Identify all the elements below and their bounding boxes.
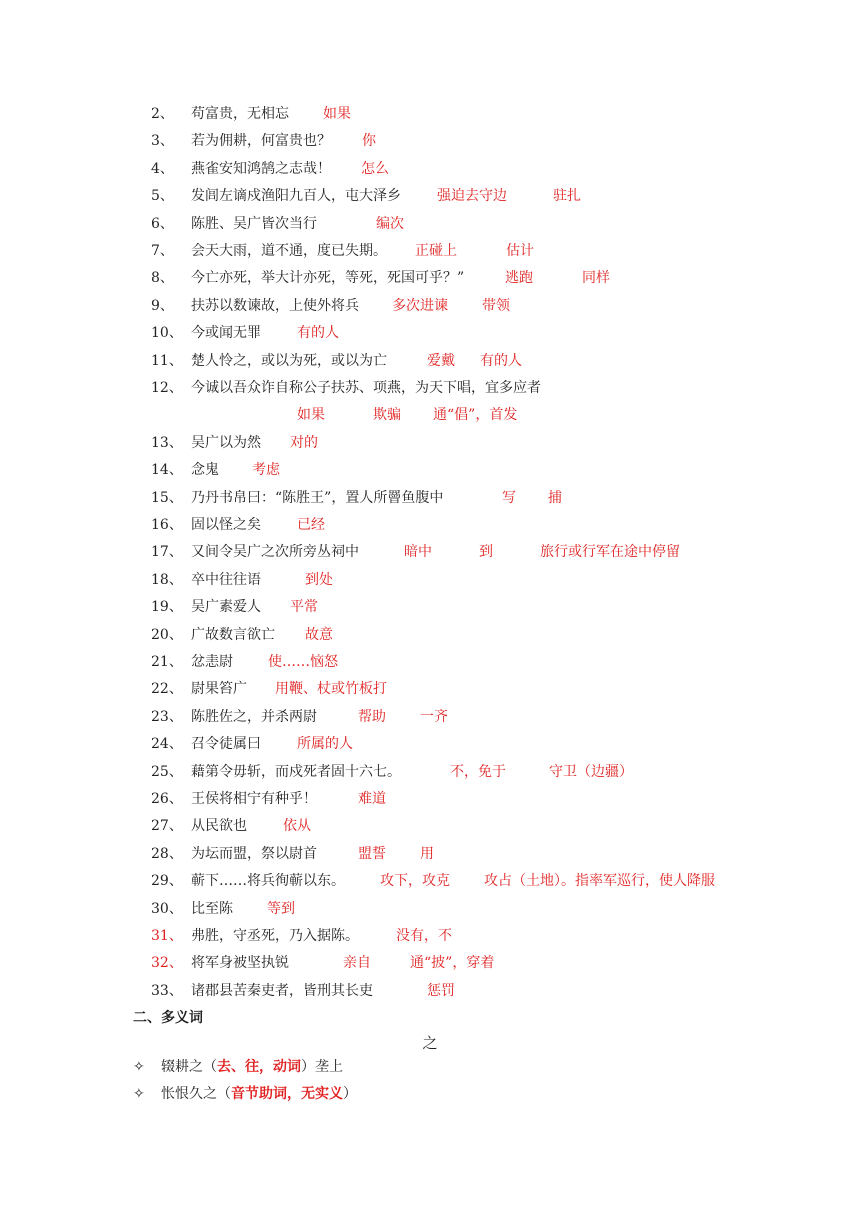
item-text: 吴广素爱人 [191,599,261,616]
item-text: 陈胜佐之，并杀两尉 [191,708,317,725]
list-item [0,101,860,128]
item-gloss: 不，免于 [450,763,506,780]
item-gloss: 同样 [582,270,610,287]
list-item [0,594,860,621]
item-text: 今诚以吾众诈自称公子扶苏、项燕，为天下唱，宜多应者 [191,380,541,396]
item-gloss: 故意 [305,626,333,643]
item-number: 5、 [151,188,174,205]
list-item [0,704,860,731]
item-gloss: 亲自 [343,955,371,972]
item-text: 又间令吴广之次所旁丛祠中 [191,544,359,561]
list-item [0,786,860,813]
list-item [0,512,860,539]
item-gloss: 强迫去守边 [437,188,507,205]
item-text: 扶苏以数谏故，上使外将兵 [191,297,359,314]
item-gloss: 你 [362,133,376,150]
item-text: 忿恚尉 [191,654,233,670]
item-gloss: 怎么 [361,160,389,177]
item-gloss: 如果 [323,106,351,122]
item-gloss: 攻占（土地）。指率军巡行，使人降服 [484,873,715,890]
item-gloss: 没有，不 [396,928,452,944]
item-number: 4、 [151,160,174,177]
list-item [0,128,860,155]
list-item [0,265,860,292]
item-gloss: 等到 [267,900,295,917]
item-gloss: 有的人 [297,325,339,342]
item-gloss: 写 [502,489,516,506]
item-gloss: 盟誓 [358,845,386,862]
item-text: 楚人怜之，或以为死，或以为亡 [191,352,387,369]
polysemy-entry [133,1054,343,1081]
list-item [0,978,860,1005]
item-text: 卒中往往语 [191,571,261,588]
item-text: 发闾左谪戍渔阳九百人，屯大泽乡 [191,188,401,205]
item-number: 15、 [151,489,183,506]
item-text: 为坛而盟，祭以尉首 [191,845,317,862]
section-heading: 二、多义词 [133,1010,203,1026]
item-number: 11、 [151,352,183,369]
list-item [0,238,860,265]
item-gloss: 用鞭、杖或竹板打 [275,681,387,698]
list-item [0,950,860,977]
item-text: 蕲下……将兵徇蕲以东。 [191,873,345,890]
item-number: 2、 [151,106,174,122]
item-gloss: 编次 [376,215,404,232]
list-item [0,731,860,758]
item-gloss: 惩罚 [427,982,455,999]
item-number: 27、 [151,818,183,835]
item-number: 16、 [151,517,183,533]
item-gloss: 驻扎 [553,188,581,205]
item-gloss: 依从 [283,818,311,835]
item-text: 将军身被坚执锐 [191,955,289,972]
item-number: 19、 [151,599,183,616]
item-number: 18、 [151,571,183,588]
item-number: 12、 [151,380,183,396]
diamond-icon: ✧ [133,1086,145,1102]
item-gloss: 有的人 [480,352,522,369]
entry-text: 辍耕之（ [161,1059,217,1075]
item-number: 24、 [151,736,183,753]
item-number: 23、 [151,708,183,725]
item-number: 10、 [151,325,183,342]
list-item [0,457,860,484]
item-text: 苟富贵，无相忘 [191,106,289,122]
item-text: 会天大雨，道不通，度已失期。 [191,243,387,259]
list-item [0,868,860,895]
item-number: 29、 [151,873,183,890]
item-text: 比至陈 [191,900,233,917]
list-item [0,676,860,703]
item-gloss: 攻下，攻克 [380,873,450,890]
entry-gloss: 去、往，动词 [217,1059,301,1075]
list-item [0,759,860,786]
list-item [0,375,860,402]
item-number: 33、 [151,982,183,999]
item-gloss: 逃跑 [505,270,533,287]
item-gloss: 一齐 [420,708,448,725]
diamond-icon: ✧ [133,1059,145,1075]
item-text: 燕雀安知鸿鹄之志哉！ [191,160,331,177]
item-text: 召令徒属曰 [191,736,261,753]
list-item [0,183,860,210]
list-item [0,156,860,183]
item-number: 9、 [151,297,174,314]
item-gloss: 暗中 [404,544,432,561]
item-number: 32、 [151,955,183,972]
item-number: 21、 [151,654,183,670]
item-number: 20、 [151,626,183,643]
item-gloss: 捕 [548,489,562,506]
item-gloss: 用 [420,845,434,862]
item-gloss: 到处 [305,571,333,588]
item-text: 陈胜、吴广皆次当行 [191,215,317,232]
item-gloss: 通“披”，穿着 [410,955,495,972]
item-text: 弗胜，守丞死，乃入据陈。 [191,928,359,944]
item-number: 28、 [151,845,183,862]
item-text: 从民欲也 [191,818,247,835]
list-item [0,813,860,840]
item-gloss: 如果 [297,407,325,424]
item-gloss: 所属的人 [297,736,353,753]
item-gloss: 通“倡”，首发 [433,407,518,424]
item-text: 藉第令毋斩，而戍死者固十六七。 [191,763,401,780]
list-item [0,622,860,649]
item-gloss: 对的 [290,434,318,451]
list-item [0,841,860,868]
item-text: 念鬼 [191,462,219,479]
item-gloss: 到 [479,544,493,561]
list-item [0,923,860,950]
item-gloss: 使……恼怒 [268,654,338,670]
item-text: 今或闻无罪 [191,325,261,342]
list-item [0,649,860,676]
item-text: 今亡亦死，举大计亦死，等死，死国可乎？” [191,270,465,287]
list-item [0,320,860,347]
item-gloss: 估计 [506,243,534,259]
item-number: 22、 [151,681,183,698]
item-gloss: 守卫（边疆） [549,763,633,780]
item-gloss: 难道 [358,791,386,807]
list-item [0,567,860,594]
polysemy-char: 之 [422,1034,438,1052]
item-gloss: 已经 [297,517,325,533]
item-text: 广故数言欲亡 [191,626,275,643]
item-text: 乃丹书帛曰：“陈胜王”，置人所罾鱼腹中 [191,489,444,506]
list-item [0,348,860,375]
item-text: 诸郡县苦秦吏者，皆刑其长吏 [191,982,373,999]
item-gloss: 爱戴 [427,352,455,369]
item-number: 6、 [151,215,174,232]
list-item [0,293,860,320]
item-gloss: 带领 [482,297,510,314]
item-number: 7、 [151,243,174,259]
item-number: 3、 [151,133,174,150]
item-gloss: 欺骗 [373,407,401,424]
item-gloss: 考虑 [252,462,280,479]
item-gloss: 旅行或行军在途中停留 [540,544,680,561]
list-item [0,430,860,457]
entry-text: ） [343,1086,357,1102]
item-text: 吴广以为然 [191,434,261,451]
item-number: 25、 [151,763,183,780]
list-item [0,211,860,238]
item-number: 8、 [151,270,174,287]
entry-gloss: 音节助词，无实义 [231,1086,343,1102]
item-gloss: 帮助 [358,708,386,725]
list-item [0,402,860,429]
entry-text: 怅恨久之（ [161,1086,231,1102]
item-gloss: 平常 [290,599,318,616]
polysemy-entry [133,1081,357,1108]
item-number: 13、 [151,434,183,451]
item-number: 17、 [151,544,183,561]
list-item [0,896,860,923]
item-gloss: 正碰上 [415,243,457,259]
item-number: 14、 [151,462,183,479]
entry-text: ）垄上 [301,1059,343,1075]
item-number: 26、 [151,791,183,807]
item-text: 固以怪之矣 [191,517,261,533]
item-number: 30、 [151,900,183,917]
item-text: 若为佣耕，何富贵也？ [191,133,331,150]
item-gloss: 多次进谏 [392,297,448,314]
item-number: 31、 [151,928,183,944]
item-text: 王侯将相宁有种乎！ [191,791,317,807]
list-item [0,539,860,566]
list-item [0,485,860,512]
item-text: 尉果笞广 [191,681,247,698]
